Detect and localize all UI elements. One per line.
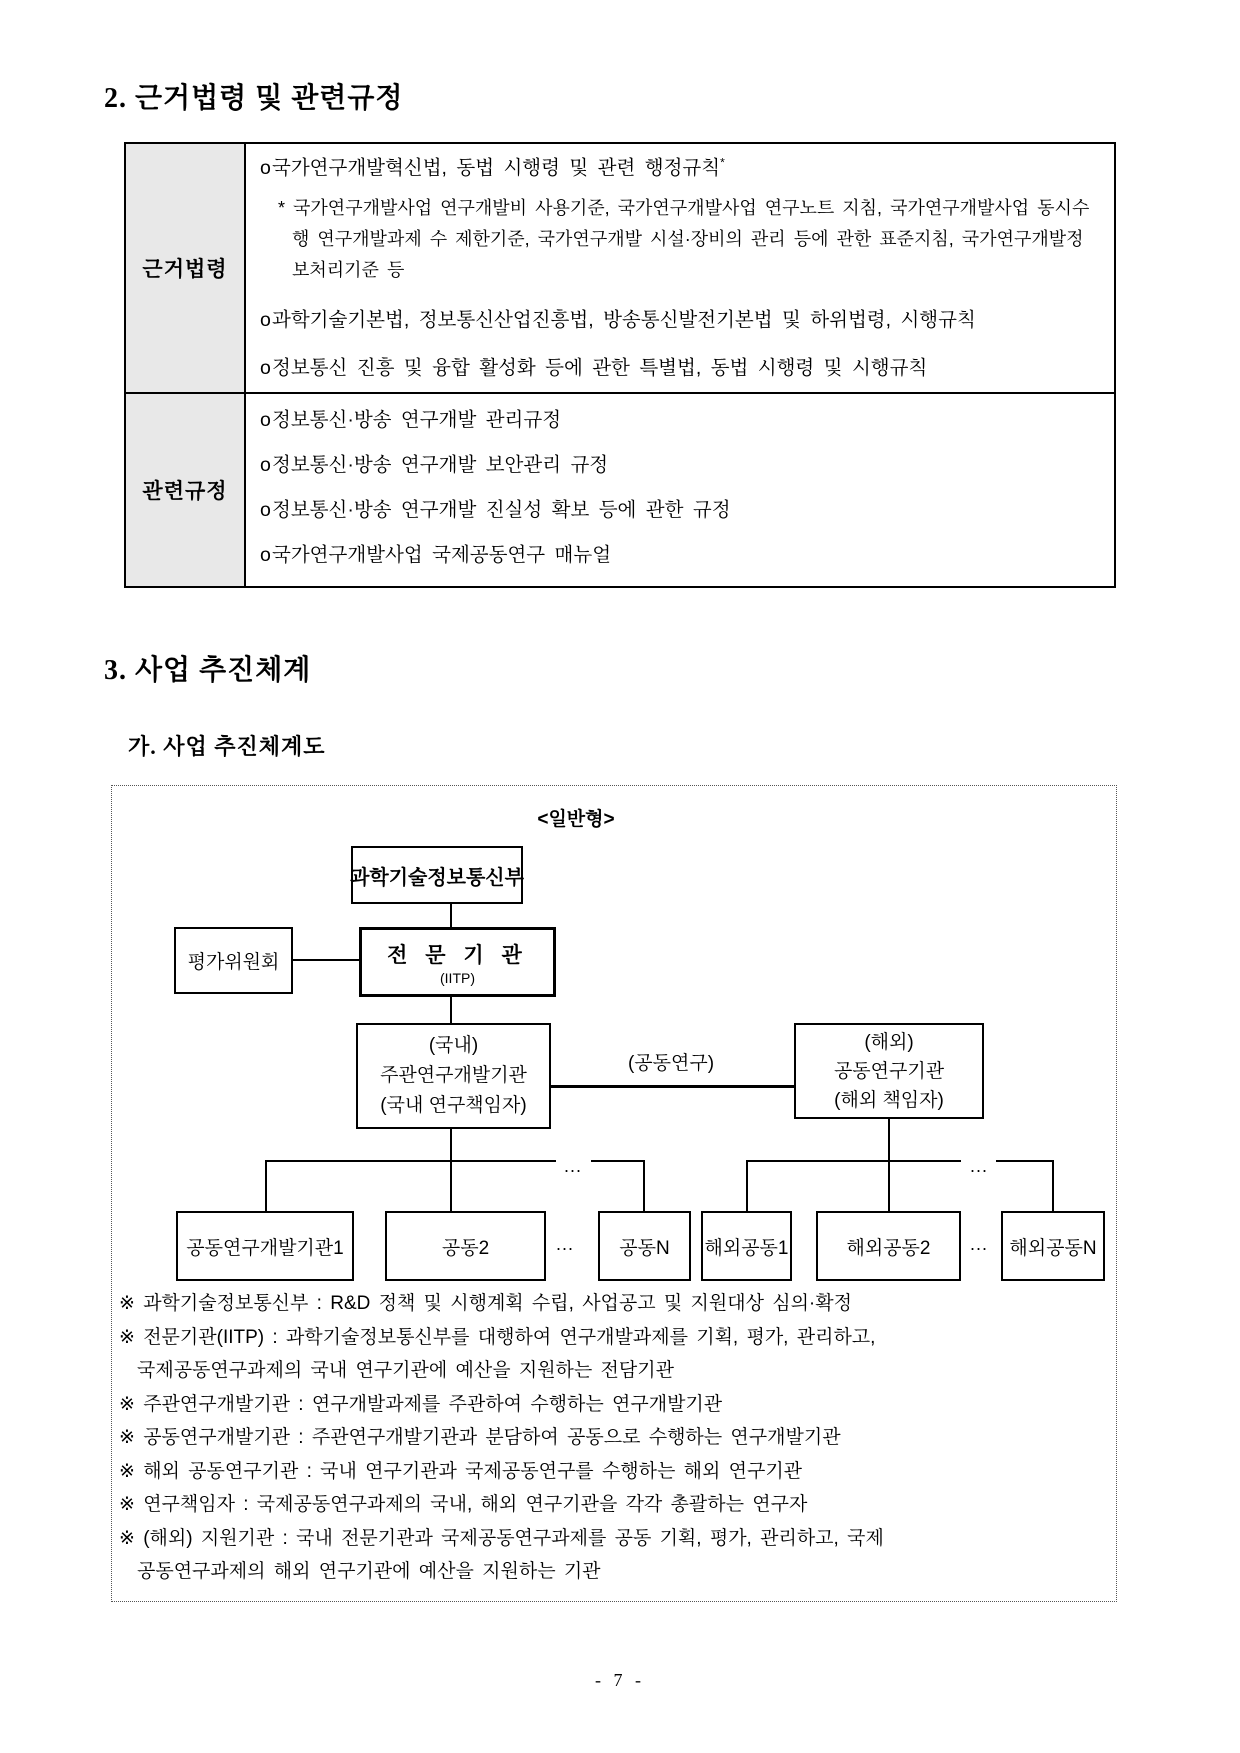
note-line: ※ 전문기관(IITP) : 과학기술정보통신부를 대행하여 연구개발과제를 기획, 평가, 관리하고, [119,1326,876,1348]
connector-overseas-branch-a [746,1160,961,1162]
legal-header-cell-regulation: 관련규정 [126,394,246,586]
item-marker: o [260,309,271,331]
connector-eval-iitp [293,959,359,961]
connector-lead-children [450,1129,452,1211]
note-line: ※ 공동연구개발기관 : 주관연구개발기관과 분담하여 공동으로 수행하는 연구개발기관 [119,1427,841,1448]
item-marker: o [260,454,271,476]
legal-table [124,142,1116,588]
overseas-org-line3: (해외 책임자) [834,1089,944,1111]
legal-table-row-regulation [126,392,1114,586]
connector-overseas-branch-b [996,1160,1053,1162]
note-line: ※ 주관연구개발기관 : 연구개발과제를 주관하여 수행하는 연구개발기관 [119,1393,723,1415]
overseas-org-line2: 공동연구기관 [833,1060,945,1082]
connector-drop-overseasN [1052,1160,1054,1211]
org-box-overseas2: 해외공동2 [816,1211,961,1281]
diagram-container [111,785,1117,1602]
item-text: 정보통신 진흥 및 융합 활성화 등에 관한 특별법, 동법 시행령 및 시행규칙 [272,357,928,379]
footnote-text: 국가연구개발사업 연구개발비 사용기준, 국가연구개발사업 연구노트 지침, 국가연구개발사업 동시수행 연구개발과제 수 제한기준, 국가연구개발 시설·장비의 관리 등에 관한 표준지침, 국가연구개발정보처리기준 등 [292,198,1090,280]
ellipsis-overseas-row: ... [969,1234,988,1254]
connector-drop-overseas1 [746,1160,748,1211]
list-item [254,543,1094,567]
footnote-marker: * [278,198,286,218]
iitp-subtitle: (IITP) [440,969,475,986]
connector-joint-research [551,1085,794,1088]
item-text: 정보통신·방송 연구개발 보안관리 규정 [272,454,609,476]
item-marker: o [260,499,271,521]
legal-table-row-basis [126,144,1114,392]
list-item [254,308,1094,332]
item-marker: o [260,544,271,566]
page-number: - 7 - [595,1670,645,1690]
item-marker: o [260,409,271,431]
notes-list [119,1287,1111,1589]
list-item [254,453,1094,477]
connector-msit-iitp [450,904,452,927]
item-text: 정보통신·방송 연구개발 관리규정 [272,409,562,431]
org-box-coop1: 공동연구개발기관1 [176,1211,354,1281]
org-box-coop2: 공동2 [385,1211,546,1281]
lead-org-line3: (국내 연구책임자) [380,1095,527,1116]
diagram-caption: <일반형> [537,809,615,830]
section-structure-subheading: 가. 사업 추진체계도 [128,734,326,759]
note-line: 국제공동연구과제의 국내 연구기관에 예산을 지원하는 전담기관 [137,1360,674,1381]
item-marker: o [260,157,271,179]
list-item [254,498,1094,522]
joint-research-label: (공동연구) [627,1053,715,1074]
note-line: ※ 연구책임자 : 국제공동연구과제의 국내, 해외 연구기관을 각각 총괄하는 연구자 [119,1494,808,1515]
overseas-org-line1: (해외) [864,1031,914,1053]
connector-overseas-children [888,1119,890,1211]
connector-domestic-branch-a [265,1160,556,1162]
lead-org-box [356,1023,551,1129]
eval-committee-box: 평가위원회 [174,927,293,994]
iitp-title: 전 문 기 관 [387,943,528,967]
note-line: ※ (해외) 지원기관 : 국내 전문기관과 국제공동연구과제를 공동 기획, 평가, 관리하고, 국제 [119,1527,884,1549]
overseas-org-box [794,1023,984,1119]
connector-domestic-branch-b [591,1160,645,1162]
list-item [254,408,1094,432]
org-box-coopN: 공동N [598,1211,691,1281]
legal-header-cell-basis: 근거법령 [126,144,246,392]
note-line: ※ 해외 공동연구기관 : 국내 연구기관과 국제공동연구를 수행하는 해외 연구기관 [119,1460,803,1482]
connector-drop-coopN [643,1160,645,1211]
footnote-marker-sup: * [720,155,725,170]
note-line: ※ 과학기술정보통신부 : R&D 정책 및 시행계획 수립, 사업공고 및 지원대상 심의·확정 [119,1293,852,1314]
item-text: 과학기술기본법, 정보통신산업진흥법, 방송통신발전기본법 및 하위법령, 시행규칙 [272,309,976,331]
connector-iitp-lead [450,997,452,1023]
org-box-overseasN: 해외공동N [1001,1211,1105,1281]
item-text: 정보통신·방송 연구개발 진실성 확보 등에 관한 규정 [272,499,731,521]
iitp-box [359,927,556,997]
ellipsis-overseas-branch: ... [969,1156,988,1176]
lead-org-line1: (국내) [428,1035,479,1056]
item-text: 국가연구개발사업 국제공동연구 매뉴얼 [272,544,612,566]
list-item [254,356,1094,380]
legal-body-cell-basis [246,144,1114,392]
msit-box: 과학기술정보통신부 [351,846,523,904]
list-item [254,156,1094,180]
footnote-item [276,193,1094,286]
note-line: 공동연구과제의 해외 연구기관에 예산을 지원하는 기관 [137,1561,601,1582]
item-marker: o [260,357,271,379]
section-structure-heading: 3. 사업 추진체계 [104,655,312,686]
connector-drop-coop1 [265,1160,267,1211]
item-text: 국가연구개발혁신법, 동법 시행령 및 관련 행정규칙 [272,157,721,179]
ellipsis-domestic-row: ... [555,1234,574,1254]
ellipsis-domestic-branch: ... [563,1156,582,1176]
lead-org-line2: 주관연구개발기관 [380,1065,527,1086]
section-legal-heading: 2. 근거법령 및 관련규정 [104,83,404,114]
legal-body-cell-regulation [246,394,1114,586]
org-box-overseas1: 해외공동1 [701,1211,792,1281]
